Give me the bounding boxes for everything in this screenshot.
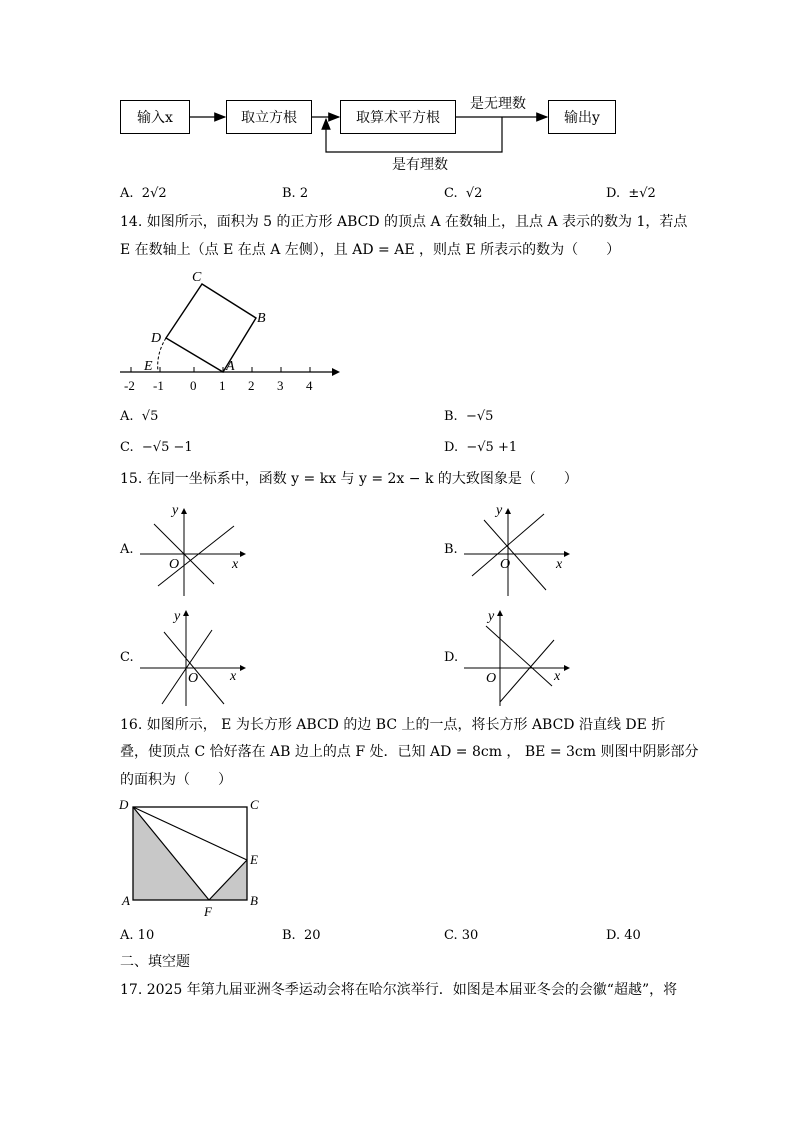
axis-label-y: y	[172, 503, 179, 518]
q15-graph-a[interactable]	[136, 500, 252, 600]
q15-stem: 15. 在同一坐标系中，函数 y = kx 与 y = 2x − k 的大致图象是（ ）	[120, 471, 578, 487]
q14-option-c[interactable]: C. −√5 −1	[120, 440, 193, 455]
square-abcd	[166, 284, 256, 372]
q16-figure	[110, 793, 280, 921]
tick-label-4: 4	[306, 378, 313, 393]
q15-option-b-letter[interactable]: B.	[444, 542, 458, 557]
label-c: C	[250, 797, 259, 812]
q16-stem-line3: 的面积为（ ）	[120, 772, 232, 788]
q14-stem-line1: 14. 如图所示，面积为 5 的正方形 ABCD 的顶点 A 在数轴上，且点 A 表示的数为 1，若点	[120, 214, 688, 230]
axis-label-x: x	[556, 557, 563, 572]
q13-option-d[interactable]: D. ±√2	[606, 186, 656, 201]
q17-stem-line1: 17. 2025 年第九届亚洲冬季运动会将在哈尔滨举行．如图是本届亚冬会的会徽“超越”，将	[120, 982, 678, 998]
tick-label-3: 3	[277, 378, 284, 393]
origin-label: O	[500, 557, 511, 572]
vertex-label-b: B	[257, 311, 266, 326]
q16-option-b[interactable]: B. 20	[282, 928, 321, 943]
q14-option-b[interactable]: B. −√5	[444, 409, 494, 424]
tick-label-1: 1	[219, 378, 226, 393]
label-b: B	[250, 893, 258, 908]
y-axis-arrow	[505, 508, 511, 514]
arrow-loop-back	[326, 117, 502, 152]
tick-label-0: 0	[190, 378, 197, 393]
line-kx	[162, 630, 212, 704]
q13-option-c[interactable]: C. √2	[444, 186, 483, 201]
q14-figure	[110, 266, 350, 396]
q16-option-d[interactable]: D. 40	[606, 928, 641, 943]
q15-graph-d[interactable]	[460, 606, 576, 708]
line-2x-minus-k	[500, 640, 554, 702]
q14-stem-line2: E 在数轴上（点 E 在点 A 左侧），且 AD = AE ，则点 E 所表示的数为（ ）	[120, 242, 621, 258]
origin-label: O	[169, 557, 180, 572]
q15-option-a-letter[interactable]: A.	[120, 542, 134, 557]
origin-label: O	[486, 671, 497, 686]
axis-label-x: x	[232, 557, 239, 572]
label-rational: 是有理数	[392, 157, 448, 173]
section-heading-fill-in: 二、填空题	[120, 954, 190, 970]
q13-option-b[interactable]: B. 2	[282, 186, 309, 201]
y-axis-arrow	[181, 508, 187, 514]
number-line-arrowhead	[332, 368, 340, 376]
q16-option-c[interactable]: C. 30	[444, 928, 479, 943]
tick-label-neg2: -2	[124, 378, 135, 393]
axis-label-x: x	[230, 669, 237, 684]
q15-option-d-letter[interactable]: D.	[444, 650, 459, 665]
y-axis-arrow	[183, 610, 189, 616]
q14-option-d[interactable]: D. −√5 +1	[444, 440, 518, 455]
label-irrational: 是无理数	[470, 96, 526, 112]
axis-label-y: y	[496, 503, 503, 518]
label-e: E	[250, 852, 258, 867]
q16-stem-line1: 16. 如图所示， E 为长方形 ABCD 的边 BC 上的一点，将长方形 ABCD 沿直线 DE 折	[120, 717, 666, 733]
flow-box-output: 输出y	[548, 100, 616, 134]
flow-box-square-root: 取算术平方根	[340, 100, 456, 134]
line-kx	[484, 520, 546, 590]
origin-label: O	[188, 671, 199, 686]
y-axis-arrow	[497, 610, 503, 616]
q15-option-c-letter[interactable]: C.	[120, 650, 134, 665]
vertex-label-c: C	[192, 270, 202, 285]
q15-graph-c[interactable]	[136, 606, 252, 708]
label-a: A	[122, 893, 130, 908]
axis-label-y: y	[174, 609, 181, 624]
x-axis-arrow	[240, 665, 246, 671]
label-f: F	[204, 904, 212, 919]
q15-graph-b[interactable]	[460, 500, 576, 600]
x-axis-arrow	[564, 665, 570, 671]
x-axis-arrow	[240, 551, 246, 557]
q16-stem-line2: 叠，使顶点 C 恰好落在 AB 边上的点 F 处．已知 AD = 8cm ， BE = 3cm 则图中阴影部分	[120, 744, 699, 760]
flow-box-input: 输入x	[120, 100, 190, 134]
q16-option-a[interactable]: A. 10	[120, 928, 155, 943]
label-d: D	[119, 797, 129, 812]
vertex-label-a: A	[226, 359, 235, 374]
x-axis-arrow	[564, 551, 570, 557]
vertex-label-e: E	[144, 359, 153, 374]
q14-option-a[interactable]: A. √5	[120, 409, 159, 424]
vertex-label-d: D	[151, 331, 162, 346]
q13-option-a[interactable]: A. 2√2	[120, 186, 167, 201]
tick-label-neg1: -1	[153, 378, 164, 393]
line-2x-minus-k	[158, 526, 234, 586]
axis-label-y: y	[488, 609, 495, 624]
axis-label-x: x	[554, 669, 561, 684]
flow-box-cube-root: 取立方根	[226, 100, 312, 134]
tick-label-2: 2	[248, 378, 255, 393]
